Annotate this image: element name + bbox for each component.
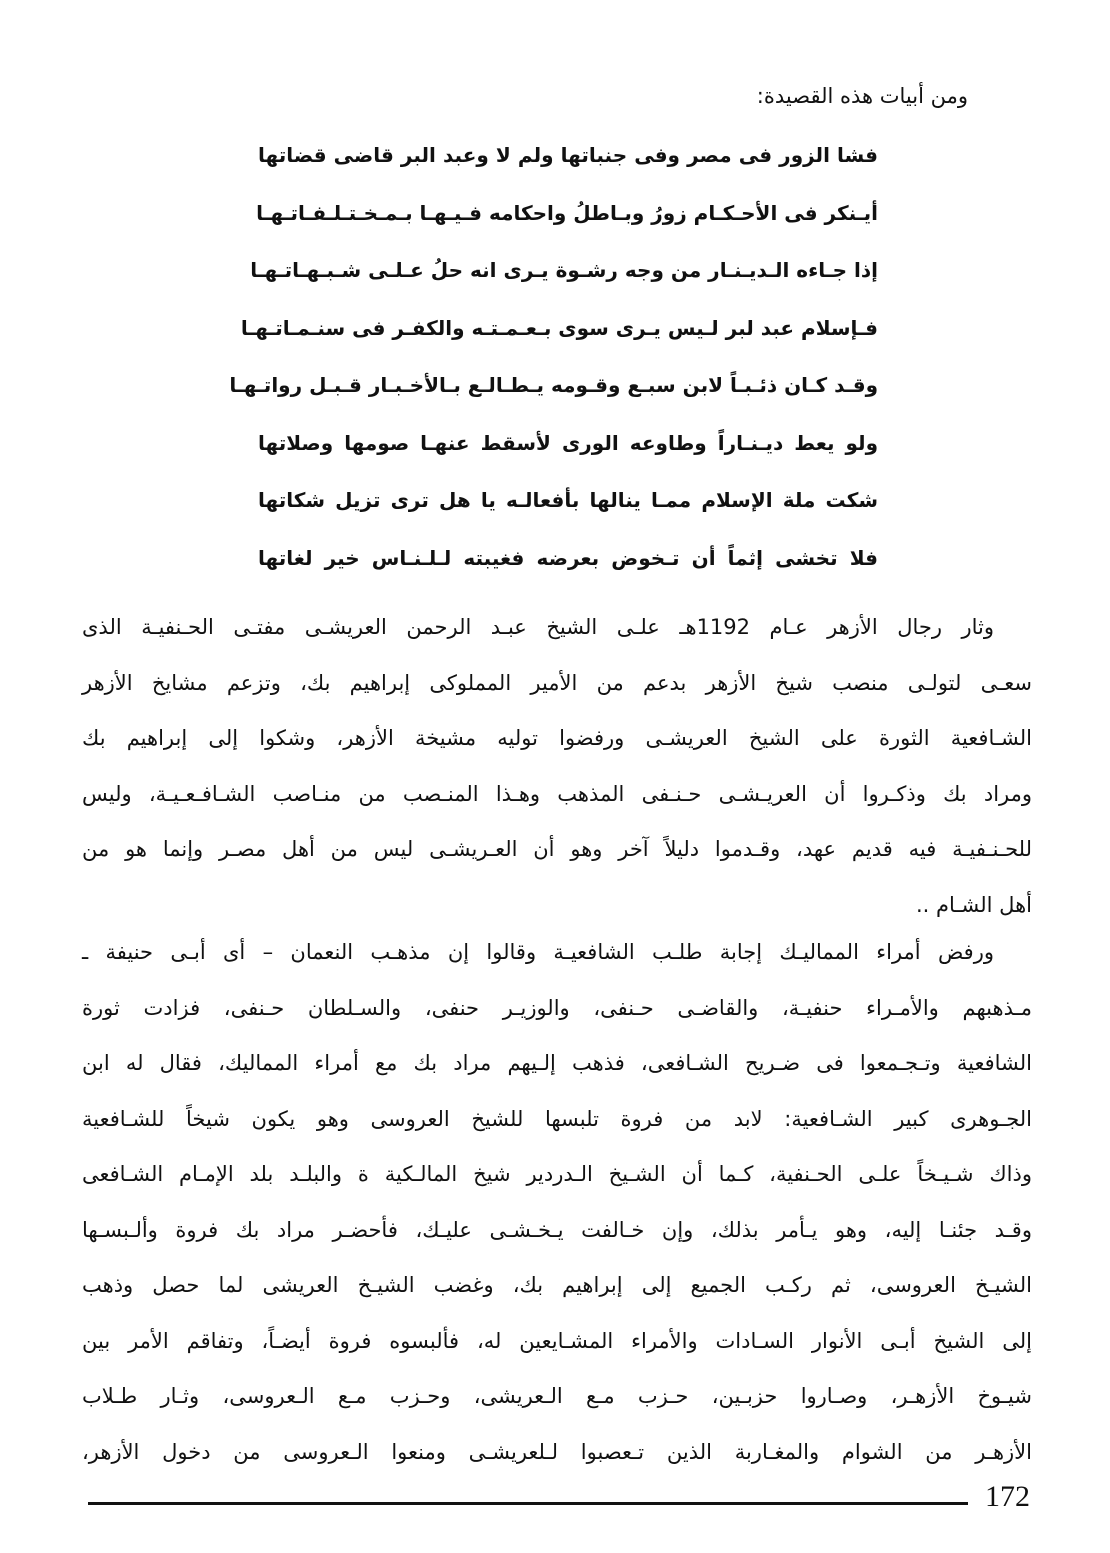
poem-verse: وقـد كـان ذئـبـاً لابن سبـع وقـومه يـطـالـع بـالأخـبـار قـبـل رواتـهـا [229,373,878,397]
poem [229,140,878,600]
text-line: وثار رجال الأزهر عـام 1192هـ علـى الشيخ عبـد الرحمن العريشـى مفتـى الحـنفيـة الذى [82,615,994,639]
text-line: سعـى لتولـى منصب شيخ الأزهر بدعم من الأمير المملوكى إبراهيم بك، وتزعم مشايخ الأزهر [82,670,1032,695]
text-line: ومراد بك وذكـروا أن العريـشـى حـنـفى المذهب وهـذا المنـصب من منـاصب الشـافـعـيـة، وليس [82,781,1032,806]
text-line: ورفض أمراء المماليـك إجابة طلـب الشافعيـة وقالوا إن مذهـب النعمان – أى أبـى حنيفة ـ [82,940,994,964]
text-line: أهل الشـام .. [915,892,1032,917]
poem-verse: أيـنكر فى الأحـكـام زورُ وبـاطلُ واحكامه فـيـهـا بـمـخـتـلـفـاتـهـا [256,200,878,225]
poem-verse: فشا الزور فى مصر وفى جنباتها ولم لا وعبد البر قاضى قضاتها [258,143,878,167]
poem-verse: شكت ملة الإسلام ممـا ينالها بأفعالـه يا هل ترى تزيل شكاتها [258,488,878,512]
poem-verse: فلا تخشى إثماً أن تـخوض بعرضه فغيبته لـلـنـاس خير لغاتها [258,545,878,570]
text-line: الجـوهرى كبير الشـافعية: لابد من فروة تلبسها للشيخ العروسى وهو يكون شيخاً للشـافعية [82,1106,1032,1131]
text-line: الأزهـر من الشوام والمغـاربة الذين تـعصبوا لـلعريشـى ومنعوا الـعروسى من دخول الأزهر، [82,1439,1032,1464]
text-line: شيـوخ الأزهـر، وصـاروا حزبـين، حـزب مـع الـعريشى، وحـزب مـع الـعروسى، وثـار طـلاب [82,1384,1032,1408]
text-line: الشـافعية الثورة على الشيخ العريشـى ورفضوا توليه مشيخة الأزهر، وشكوا إلى إبراهيم بك [82,726,1032,750]
paragraph [82,610,1032,943]
footer-rule [88,1502,968,1505]
text-line: مـذهبهم والأمـراء حنفيـة، والقاضـى حـنفى، والوزيـر حنفى، والسـلطان حـنفى، فزادت ثورة [82,995,1032,1020]
text-line: وقـد جئنـا إليه، وهو يـأمر بذلك، وإن خـالفت يـخـشـى عليـك، فأحضـر مراد بك فروة وألـبسـها [82,1217,1032,1242]
page-number: 172 [985,1480,1030,1513]
text-line: وذاك شـيـخاً علـى الحـنفية، كـما أن الشـيخ الـدردير شيخ المالـكية ة والبلـد بلد الإمـام الشـافعى [82,1162,1032,1186]
paragraph [82,935,1032,1490]
text-line: الشيـخ العروسى، ثم ركـب الجميع إلى إبراهيم بك، وغضب الشيـخ العريشى لما حصل وذهب [82,1273,1032,1297]
poem-verse: فـإسلام عبد لبر لـيس يـرى سوى بـعـمـتـه والكفـر فى سنـمـاتـهـا [240,315,878,340]
poem-verse: إذا جـاءه الـديـنـار من وجه رشـوة يـرى انه حلُ عـلـى شـبـهـاتـهـا [250,258,878,282]
poem-intro: ومن أبيات هذه القصيدة: [756,84,968,108]
text-line: الشافعية وتـجـمعوا فى ضـريح الشـافعى، فذهب إلـيهم مراد بك مع أمراء المماليك، فقال له ابن [82,1051,1032,1075]
text-line: إلى الشيخ أبـى الأنوار السـادات والأمراء المشـايعين له، فألبسوه فروة أيضـاً، وتفاقم الأمر بين [82,1328,1032,1353]
poem-verse: ولو يعط ديـنـاراً وطاوعه الورى لأسقط عنهـا صومها وصلاتها [258,430,878,455]
text-line: للحـنـفيـة فيه قديم عهد، وقـدموا دليلاً آخر وهو أن العـريشـى ليس من أهل مصـر وإنما هو من [82,837,1032,861]
page-footer [88,1480,1030,1516]
